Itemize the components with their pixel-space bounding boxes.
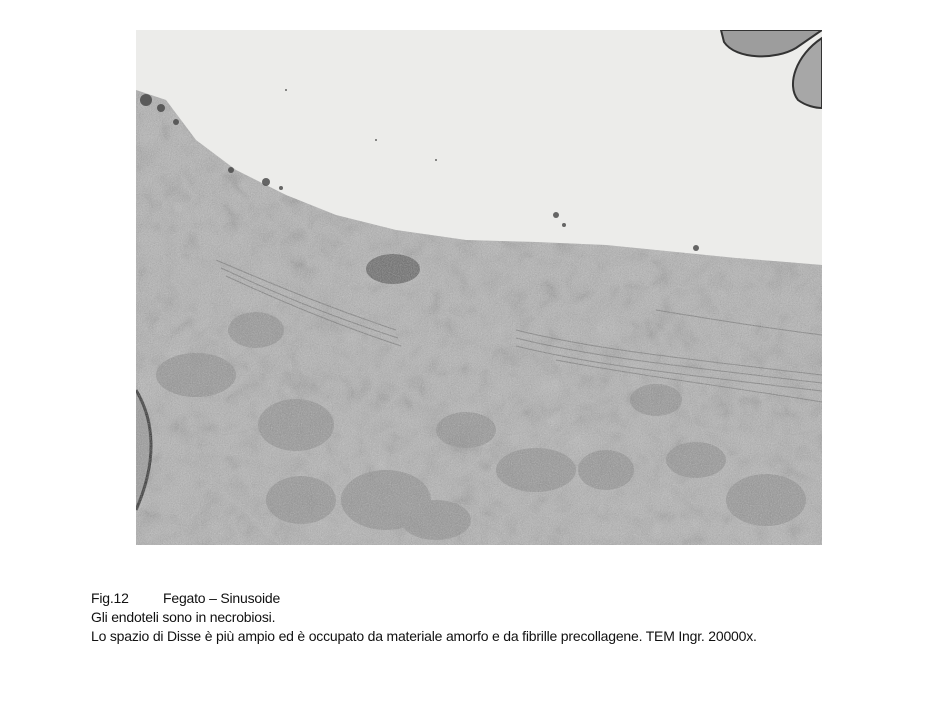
figure-number: Fig.12	[91, 590, 129, 606]
figure-caption	[91, 589, 911, 646]
caption-header-row	[91, 589, 911, 608]
tem-micrograph-image	[136, 30, 822, 545]
caption-line-2: Lo spazio di Disse è più ampio ed è occupato da materiale amorfo e da fibrille precollagene. TEM Ingr. 20000x.	[91, 628, 757, 644]
caption-line-1: Gli endoteli sono in necrobiosi.	[91, 609, 276, 625]
figure-title: Fegato – Sinusoide	[163, 590, 281, 606]
